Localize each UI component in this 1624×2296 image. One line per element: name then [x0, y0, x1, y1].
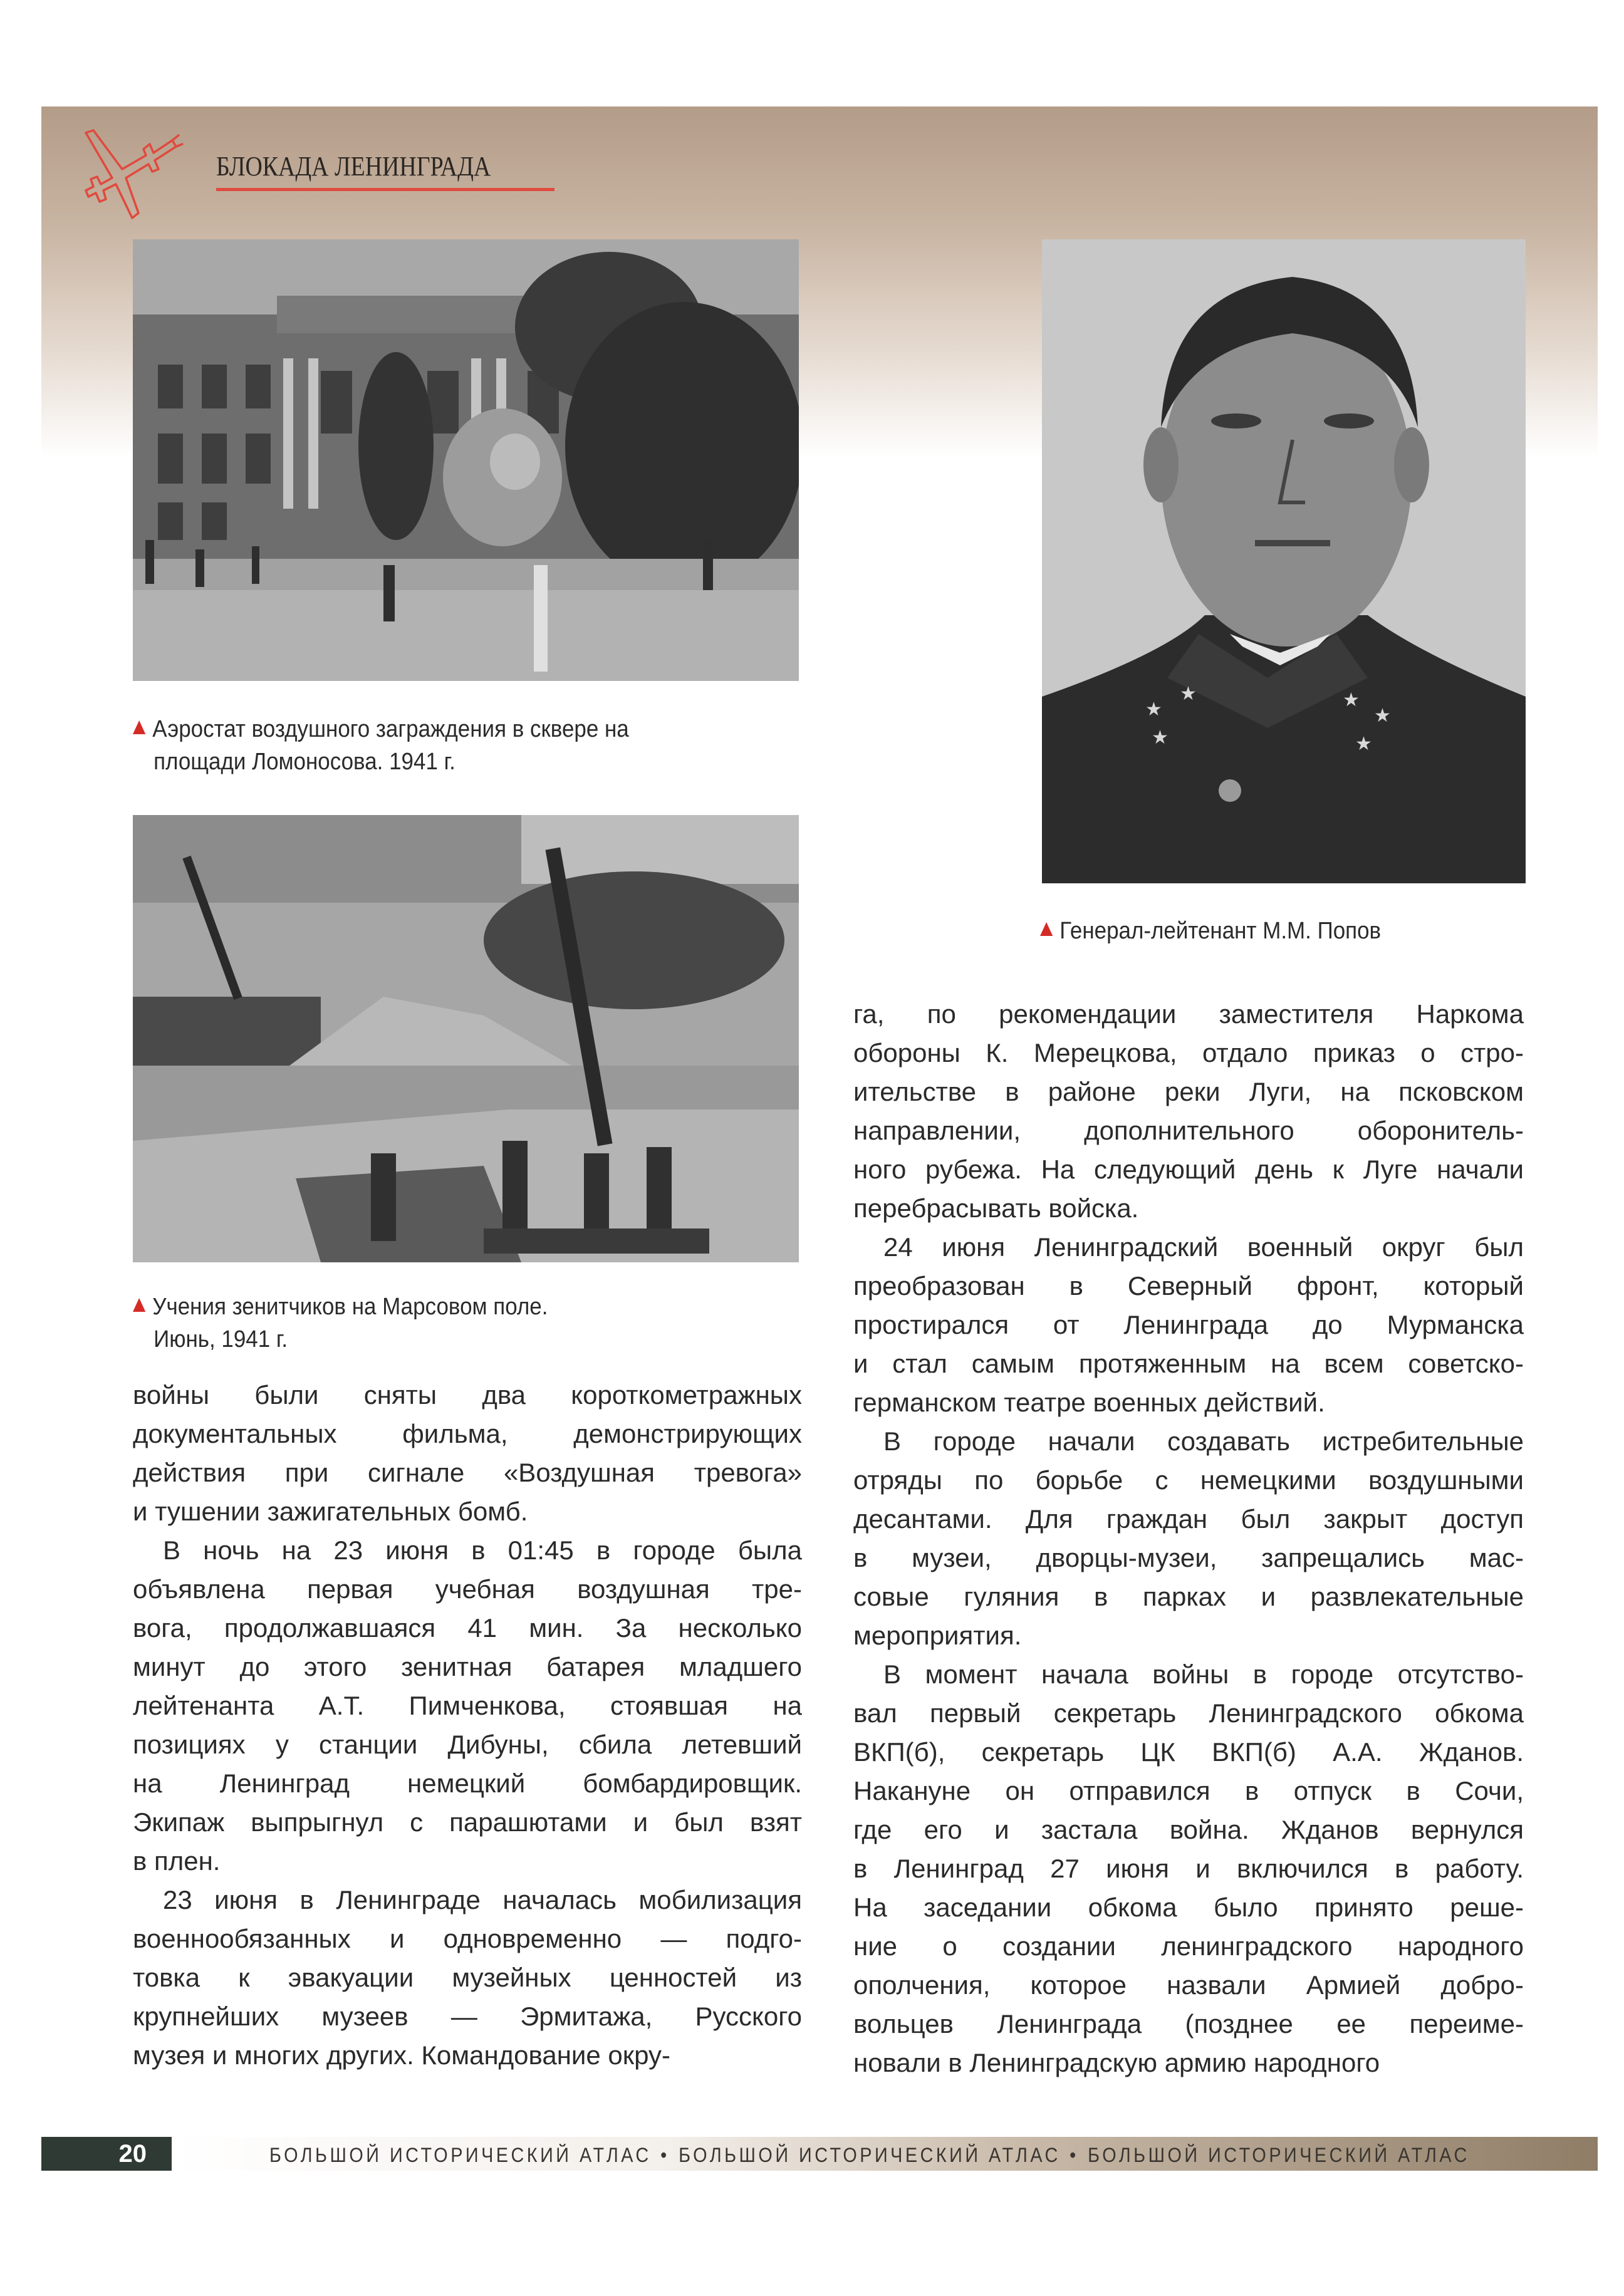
text-line: В ночь на 23 июня в 01:45 в городе была [163, 1535, 802, 1565]
text-line: и тушении зажигательных бомб. [133, 1497, 528, 1526]
text-line: документальных фильма, демонстрирующих [133, 1419, 802, 1448]
paragraph [853, 1655, 1524, 2082]
running-title-text: БОЛЬШОЙ ИСТОРИЧЕСКИЙ АТЛАС [679, 2144, 1061, 2166]
text-line: войны были сняты два короткометражных [133, 1380, 802, 1410]
section-title: БЛОКАДА ЛЕНИНГРАДА [216, 151, 491, 182]
separator-dot: • [660, 2144, 670, 2166]
text-line: десантами. Для граждан был закрыт доступ [853, 1504, 1524, 1534]
title-underline [216, 188, 554, 191]
svg-text:★: ★ [1145, 699, 1162, 720]
text-line: Накануне он отправился в отпуск в Сочи, [853, 1776, 1524, 1805]
text-line: ВКП(б), секретарь ЦК ВКП(б) А.А. Жданов. [853, 1737, 1524, 1767]
text-line: совые гуляния в парках и развлекательные [853, 1582, 1524, 1611]
text-line: ительстве в районе реки Луги, на псковском [853, 1077, 1524, 1106]
text-line: га, по рекомендации заместителя Наркома [853, 999, 1524, 1029]
text-line: В городе начали создавать истребительные [883, 1426, 1524, 1456]
text-line: отряды по борьбе с немецкими воздушными [853, 1465, 1524, 1495]
text-line: вога, продолжавшаяся 41 мин. За несколько [133, 1613, 802, 1643]
text-line: 24 июня Ленинградский военный округ был [883, 1232, 1524, 1262]
text-line: в плен. [133, 1846, 221, 1876]
text-line: минут до этого зенитная батарея младшего [133, 1652, 802, 1681]
svg-text:★: ★ [1343, 689, 1360, 711]
paragraph [853, 995, 1524, 1228]
text-line: германском театре военных действий. [853, 1388, 1325, 1417]
text-line: ного рубежа. На следующий день к Луге начали [853, 1155, 1524, 1184]
text-line: новали в Ленинградскую армию народного [853, 2048, 1380, 2077]
text-line: в Ленинград 27 июня и включился в работу. [853, 1854, 1524, 1883]
svg-text:★: ★ [1355, 733, 1372, 755]
text-line: объявлена первая учебная воздушная тре- [133, 1574, 802, 1604]
text-line: товка к эвакуации музейных ценностей из [133, 1963, 802, 1992]
paragraph [133, 1376, 802, 1531]
svg-text:★: ★ [1152, 727, 1169, 749]
text-line: преобразован в Северный фронт, который [853, 1271, 1524, 1301]
airplane-outline-icon [78, 125, 197, 226]
text-line: В момент начала войны в городе отсутство- [883, 1660, 1524, 1689]
photo-anti-aircraft-drill [133, 815, 799, 1262]
text-line: позициях у станции Дибуны, сбила летевший [133, 1730, 802, 1759]
text-line: вольцев Ленинграда (позднее ее переиме- [853, 2009, 1524, 2039]
text-line: ние о создании ленинградского народного [853, 1931, 1524, 1961]
photo-portrait-popov [1042, 239, 1526, 883]
photo-barrage-balloon [133, 239, 799, 681]
caption-marker-icon [133, 720, 145, 734]
text-line: На заседании обкома было принято реше- [853, 1893, 1524, 1922]
text-line: мероприятия. [853, 1621, 1022, 1650]
text-line: ополчения, которое назвали Армией добро- [853, 1970, 1524, 2000]
paragraph [853, 1422, 1524, 1655]
caption-marker-icon [133, 1298, 145, 1312]
text-line: вал первый секретарь Ленинградского обкома [853, 1698, 1524, 1728]
caption-portrait: Генерал-лейтенант М.М. Попов [1040, 915, 1559, 947]
running-title-text: БОЛЬШОЙ ИСТОРИЧЕСКИЙ АТЛАС [1088, 2144, 1470, 2166]
text-line: действия при сигнале «Воздушная тревога» [133, 1458, 802, 1487]
separator-dot: • [1070, 2144, 1079, 2166]
text-line: и стал самым протяженным на всем советско- [853, 1349, 1524, 1378]
caption-marker-icon [1040, 922, 1053, 936]
text-line: 23 июня в Ленинграде началась мобилизация [163, 1885, 802, 1914]
text-line: в музеи, дворцы-музеи, запрещались мас- [853, 1543, 1524, 1572]
page-number: 20 [118, 2140, 147, 2168]
text-line: где его и застала война. Жданов вернулся [853, 1815, 1524, 1844]
text-line: перебрасывать войска. [853, 1193, 1139, 1223]
svg-text:★: ★ [1180, 683, 1197, 705]
text-line: обороны К. Мерецкова, отдало приказ о стро- [853, 1038, 1524, 1067]
text-line: музея и многих других. Командование окру- [133, 2040, 671, 2070]
paragraph [853, 1228, 1524, 1422]
text-line: Экипаж выпрыгнул с парашютами и был взят [133, 1807, 802, 1837]
text-line: крупнейших музеев — Эрмитажа, Русского [133, 2002, 802, 2031]
text-line: военнообязанных и одновременно — подго- [133, 1924, 802, 1953]
caption-anti-aircraft-drill: Учения зенитчиков на Марсовом поле. Июнь, 1941 г. [133, 1291, 796, 1356]
page-number-box [41, 2137, 172, 2171]
paragraph [133, 1881, 802, 2075]
paragraph [133, 1531, 802, 1881]
running-title-text: БОЛЬШОЙ ИСТОРИЧЕСКИЙ АТЛАС [269, 2144, 652, 2166]
text-line: лейтенанта А.Т. Пимченкова, стоявшая на [133, 1691, 802, 1720]
body-column-right [853, 995, 1524, 2082]
text-line: простирался от Ленинграда до Мурманска [853, 1310, 1524, 1339]
body-column-left [133, 1376, 802, 2075]
running-title [269, 2143, 1470, 2168]
svg-text:★: ★ [1374, 705, 1391, 727]
text-line: на Ленинград немецкий бомбардировщик. [133, 1769, 802, 1798]
caption-barrage-balloon: Аэростат воздушного заграждения в сквере на площади Ломоносова. 1941 г. [133, 713, 796, 778]
text-line: направлении, дополнительного оборонитель- [853, 1116, 1524, 1145]
